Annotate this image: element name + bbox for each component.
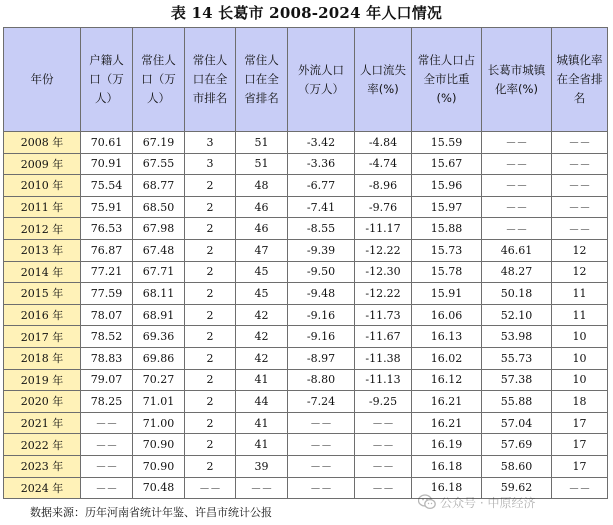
table-cell: －－ — [552, 175, 608, 197]
table-cell: －－ — [482, 196, 552, 218]
column-header: 年份 — [4, 28, 81, 132]
table-cell: －－ — [552, 132, 608, 154]
table-cell: 46 — [236, 196, 288, 218]
wechat-icon — [418, 494, 436, 510]
year-cell: 2022 年 — [4, 434, 81, 456]
table-cell: －－ — [355, 455, 412, 477]
table-cell: 16.12 — [412, 369, 482, 391]
table-cell: 15.91 — [412, 283, 482, 305]
table-cell: －－ — [355, 434, 412, 456]
year-cell: 2010 年 — [4, 175, 81, 197]
table-row — [4, 132, 608, 154]
year-cell: 2023 年 — [4, 455, 81, 477]
table-row — [4, 326, 608, 348]
table-cell: 18 — [552, 391, 608, 413]
table-cell: 17 — [552, 434, 608, 456]
table-cell: -7.24 — [288, 391, 355, 413]
column-header: 城镇化率在全省排名 — [552, 28, 608, 132]
table-cell: -8.55 — [288, 218, 355, 240]
table-cell: 75.54 — [81, 175, 133, 197]
year-cell: 2012 年 — [4, 218, 81, 240]
table-cell: 68.11 — [133, 283, 185, 305]
column-header: 户籍人口（万人） — [81, 28, 133, 132]
table-cell: -9.16 — [288, 304, 355, 326]
year-cell: 2013 年 — [4, 239, 81, 261]
table-cell: -9.76 — [355, 196, 412, 218]
column-header: 外流人口（万人） — [288, 28, 355, 132]
table-cell: －－ — [81, 412, 133, 434]
table-cell: 16.21 — [412, 412, 482, 434]
table-cell: 47 — [236, 239, 288, 261]
table-row — [4, 304, 608, 326]
table-cell: 41 — [236, 412, 288, 434]
table-cell: －－ — [355, 412, 412, 434]
table-cell: －－ — [482, 153, 552, 175]
table-row — [4, 412, 608, 434]
table-cell: 12 — [552, 261, 608, 283]
table-cell: 46 — [236, 218, 288, 240]
table-cell: -8.80 — [288, 369, 355, 391]
table-cell: 42 — [236, 347, 288, 369]
population-table — [3, 27, 608, 499]
table-cell: 78.07 — [81, 304, 133, 326]
table-cell: 55.88 — [482, 391, 552, 413]
year-cell: 2009 年 — [4, 153, 81, 175]
table-cell: -11.67 — [355, 326, 412, 348]
table-cell: 2 — [185, 218, 236, 240]
table-cell: 15.67 — [412, 153, 482, 175]
table-cell: 2 — [185, 175, 236, 197]
table-title: 表 14 长葛市 2008-2024 年人口情况 — [170, 4, 443, 22]
table-cell: 58.60 — [482, 455, 552, 477]
table-cell: 15.73 — [412, 239, 482, 261]
table-cell: -12.22 — [355, 283, 412, 305]
table-cell: 78.83 — [81, 347, 133, 369]
column-header: 人口流失率(%) — [355, 28, 412, 132]
table-cell: -9.48 — [288, 283, 355, 305]
table-cell: 69.36 — [133, 326, 185, 348]
table-cell: －－ — [81, 434, 133, 456]
table-cell: 51 — [236, 153, 288, 175]
table-cell: －－ — [288, 477, 355, 499]
table-cell: 15.96 — [412, 175, 482, 197]
table-cell: 17 — [552, 455, 608, 477]
table-cell: 16.06 — [412, 304, 482, 326]
table-cell: 67.55 — [133, 153, 185, 175]
table-cell: 10 — [552, 369, 608, 391]
table-cell: 67.98 — [133, 218, 185, 240]
table-cell: 78.52 — [81, 326, 133, 348]
table-cell: －－ — [236, 477, 288, 499]
table-cell: －－ — [355, 477, 412, 499]
table-row — [4, 347, 608, 369]
table-cell: 2 — [185, 239, 236, 261]
table-cell: 15.88 — [412, 218, 482, 240]
table-cell: 71.01 — [133, 391, 185, 413]
column-header: 常住人口在全省排名 — [236, 28, 288, 132]
table-cell: －－ — [288, 455, 355, 477]
table-cell: －－ — [482, 132, 552, 154]
table-cell: －－ — [482, 218, 552, 240]
table-cell: 41 — [236, 369, 288, 391]
table-cell: -12.30 — [355, 261, 412, 283]
table-cell: -8.97 — [288, 347, 355, 369]
table-cell: 3 — [185, 132, 236, 154]
table-cell: 15.78 — [412, 261, 482, 283]
table-row — [4, 175, 608, 197]
table-row — [4, 369, 608, 391]
table-cell: －－ — [81, 477, 133, 499]
table-cell: 2 — [185, 283, 236, 305]
table-cell: 10 — [552, 326, 608, 348]
table-cell: -9.39 — [288, 239, 355, 261]
table-cell: －－ — [552, 218, 608, 240]
table-cell: 16.18 — [412, 477, 482, 499]
table-cell: 16.21 — [412, 391, 482, 413]
table-cell: 70.48 — [133, 477, 185, 499]
table-cell: 52.10 — [482, 304, 552, 326]
source-note: 数据来源：历年河南省统计年鉴、许昌市统计公报 — [30, 506, 272, 519]
table-cell: 50.18 — [482, 283, 552, 305]
table-cell: 70.61 — [81, 132, 133, 154]
table-cell: 77.21 — [81, 261, 133, 283]
table-cell: 2 — [185, 391, 236, 413]
header-row — [4, 28, 608, 132]
table-cell: 51 — [236, 132, 288, 154]
table-cell: 77.59 — [81, 283, 133, 305]
table-cell: 45 — [236, 283, 288, 305]
table-cell: 70.90 — [133, 455, 185, 477]
year-cell: 2015 年 — [4, 283, 81, 305]
table-cell: 76.53 — [81, 218, 133, 240]
table-cell: 39 — [236, 455, 288, 477]
year-cell: 2018 年 — [4, 347, 81, 369]
year-cell: 2019 年 — [4, 369, 81, 391]
table-cell: 48.27 — [482, 261, 552, 283]
table-cell: 10 — [552, 347, 608, 369]
table-cell: -11.13 — [355, 369, 412, 391]
table-cell: 78.25 — [81, 391, 133, 413]
table-cell: 42 — [236, 326, 288, 348]
table-cell: 2 — [185, 261, 236, 283]
year-cell: 2017 年 — [4, 326, 81, 348]
table-cell: －－ — [552, 196, 608, 218]
table-cell: 55.73 — [482, 347, 552, 369]
table-cell: 16.13 — [412, 326, 482, 348]
table-cell: －－ — [185, 477, 236, 499]
table-cell: －－ — [552, 153, 608, 175]
table-cell: -9.16 — [288, 326, 355, 348]
table-cell: 79.07 — [81, 369, 133, 391]
year-cell: 2024 年 — [4, 477, 81, 499]
table-row — [4, 196, 608, 218]
table-cell: 41 — [236, 434, 288, 456]
table-cell: 76.87 — [81, 239, 133, 261]
table-cell: 45 — [236, 261, 288, 283]
table-cell: 16.19 — [412, 434, 482, 456]
table-cell: 42 — [236, 304, 288, 326]
column-header: 长葛市城镇化率(%) — [482, 28, 552, 132]
table-cell: 59.62 — [482, 477, 552, 499]
table-row — [4, 218, 608, 240]
column-header: 常住人口占全市比重(%) — [412, 28, 482, 132]
table-cell: －－ — [81, 455, 133, 477]
table-cell: -9.50 — [288, 261, 355, 283]
table-cell: －－ — [552, 477, 608, 499]
table-cell: -11.38 — [355, 347, 412, 369]
year-cell: 2021 年 — [4, 412, 81, 434]
table-cell: -6.77 — [288, 175, 355, 197]
table-cell: 70.90 — [133, 434, 185, 456]
table-cell: 68.77 — [133, 175, 185, 197]
table-cell: -7.41 — [288, 196, 355, 218]
table-cell: 71.00 — [133, 412, 185, 434]
table-cell: -11.17 — [355, 218, 412, 240]
table-cell: 16.02 — [412, 347, 482, 369]
year-cell: 2016 年 — [4, 304, 81, 326]
table-cell: 67.48 — [133, 239, 185, 261]
table-cell: 75.91 — [81, 196, 133, 218]
table-cell: 67.71 — [133, 261, 185, 283]
watermark-text: 公众号 · 中原经济 — [440, 495, 536, 510]
year-cell: 2011 年 — [4, 196, 81, 218]
table-cell: -4.74 — [355, 153, 412, 175]
table-cell: 2 — [185, 304, 236, 326]
table-cell: 70.27 — [133, 369, 185, 391]
table-row — [4, 391, 608, 413]
table-row — [4, 153, 608, 175]
table-cell: 16.18 — [412, 455, 482, 477]
table-row — [4, 434, 608, 456]
table-row — [4, 239, 608, 261]
table-cell: 2 — [185, 347, 236, 369]
table-cell: 53.98 — [482, 326, 552, 348]
table-cell: 15.97 — [412, 196, 482, 218]
table-cell: -4.84 — [355, 132, 412, 154]
table-cell: 2 — [185, 455, 236, 477]
table-row — [4, 283, 608, 305]
table-cell: -9.25 — [355, 391, 412, 413]
table-cell: 69.86 — [133, 347, 185, 369]
table-row — [4, 455, 608, 477]
table-cell: 2 — [185, 196, 236, 218]
column-header: 常住人口（万人） — [133, 28, 185, 132]
table-cell: 46.61 — [482, 239, 552, 261]
table-cell: 68.91 — [133, 304, 185, 326]
table-body — [4, 132, 608, 499]
table-cell: 15.59 — [412, 132, 482, 154]
table-cell: 57.04 — [482, 412, 552, 434]
column-header: 常住人口在全市排名 — [185, 28, 236, 132]
table-cell: 11 — [552, 304, 608, 326]
table-cell: －－ — [288, 434, 355, 456]
table-cell: 67.19 — [133, 132, 185, 154]
table-cell: 2 — [185, 369, 236, 391]
table-cell: －－ — [482, 175, 552, 197]
table-cell: -3.42 — [288, 132, 355, 154]
table-cell: 2 — [185, 326, 236, 348]
table-cell: -8.96 — [355, 175, 412, 197]
table-cell: 3 — [185, 153, 236, 175]
year-cell: 2014 年 — [4, 261, 81, 283]
table-cell: 48 — [236, 175, 288, 197]
table-cell: 57.38 — [482, 369, 552, 391]
table-row — [4, 261, 608, 283]
table-cell: 2 — [185, 434, 236, 456]
year-cell: 2008 年 — [4, 132, 81, 154]
table-cell: 17 — [552, 412, 608, 434]
table-cell: -12.22 — [355, 239, 412, 261]
table-cell: -11.73 — [355, 304, 412, 326]
table-cell: 44 — [236, 391, 288, 413]
table-cell: 2 — [185, 412, 236, 434]
year-cell: 2020 年 — [4, 391, 81, 413]
watermark — [418, 492, 535, 512]
table-cell: －－ — [288, 412, 355, 434]
table-cell: 57.69 — [482, 434, 552, 456]
table-cell: 11 — [552, 283, 608, 305]
table-cell: -3.36 — [288, 153, 355, 175]
table-cell: 68.50 — [133, 196, 185, 218]
table-cell: 12 — [552, 239, 608, 261]
table-cell: 70.91 — [81, 153, 133, 175]
